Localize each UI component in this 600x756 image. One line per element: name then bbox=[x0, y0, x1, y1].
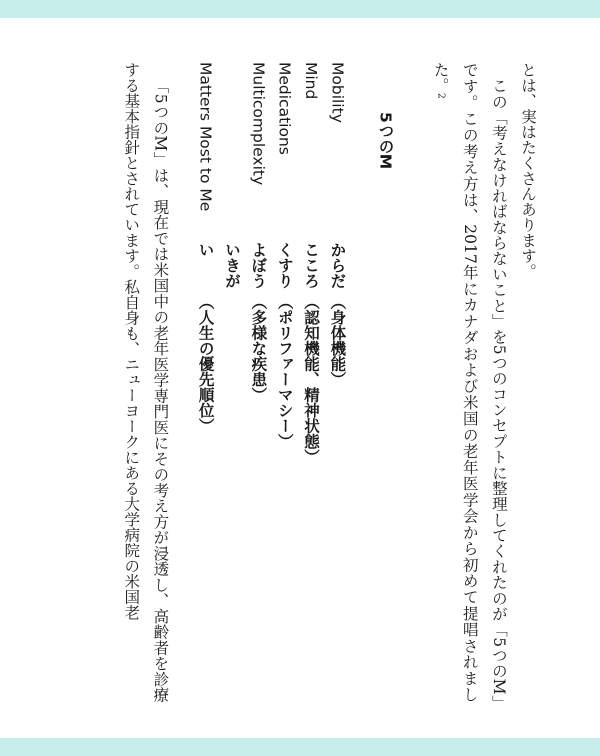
list-item bbox=[271, 62, 297, 702]
top-band bbox=[0, 0, 600, 18]
item-description: （身体機能） bbox=[328, 294, 347, 387]
list-item bbox=[324, 62, 350, 702]
item-english: Matters Most to Me bbox=[196, 62, 215, 212]
item-japanese: よぼう bbox=[249, 242, 268, 289]
list-item bbox=[298, 62, 324, 702]
item-japanese: いきがい bbox=[196, 242, 241, 289]
item-description: （多様な疾患） bbox=[249, 294, 268, 403]
vertical-text-page bbox=[94, 62, 542, 702]
item-english: Medications bbox=[275, 62, 294, 155]
item-japanese: からだ bbox=[328, 242, 347, 289]
item-japanese: くすり bbox=[275, 242, 294, 289]
paragraph-1-text: この「考えなければならないこと」を5つのコンセプトに整理してくれたのが「5つのM」です。この考え方は、2017年にカナダおよび米国の老年医学会から初めて提唱されました。 bbox=[431, 62, 508, 702]
bottom-band bbox=[0, 738, 600, 756]
intro-line: とは、実はたくさんあります。 bbox=[519, 62, 537, 279]
section-heading: 5つのM bbox=[376, 111, 395, 169]
paragraph-2: 「5つのM」は、現在では米国中の老年医学専門医にその考え方が浸透し、高齢者を診療する基本指針とされています。私自身も、ニューヨークにある大学病院の米国老 bbox=[122, 62, 170, 702]
paragraph-1 bbox=[426, 62, 513, 702]
item-japanese: こころ bbox=[302, 242, 321, 289]
footnote-marker: 2 bbox=[435, 93, 446, 99]
list-item bbox=[245, 62, 271, 702]
five-m-list bbox=[192, 62, 350, 702]
item-description: （ポリファーマシー） bbox=[275, 294, 294, 449]
item-description: （人生の優先順位） bbox=[196, 294, 215, 434]
list-item bbox=[192, 62, 245, 702]
item-english: Mind bbox=[302, 62, 321, 100]
item-english: Multicomplexity bbox=[249, 62, 268, 186]
item-description: （認知機能、精神状態） bbox=[302, 294, 321, 465]
item-english: Mobility bbox=[328, 62, 347, 123]
